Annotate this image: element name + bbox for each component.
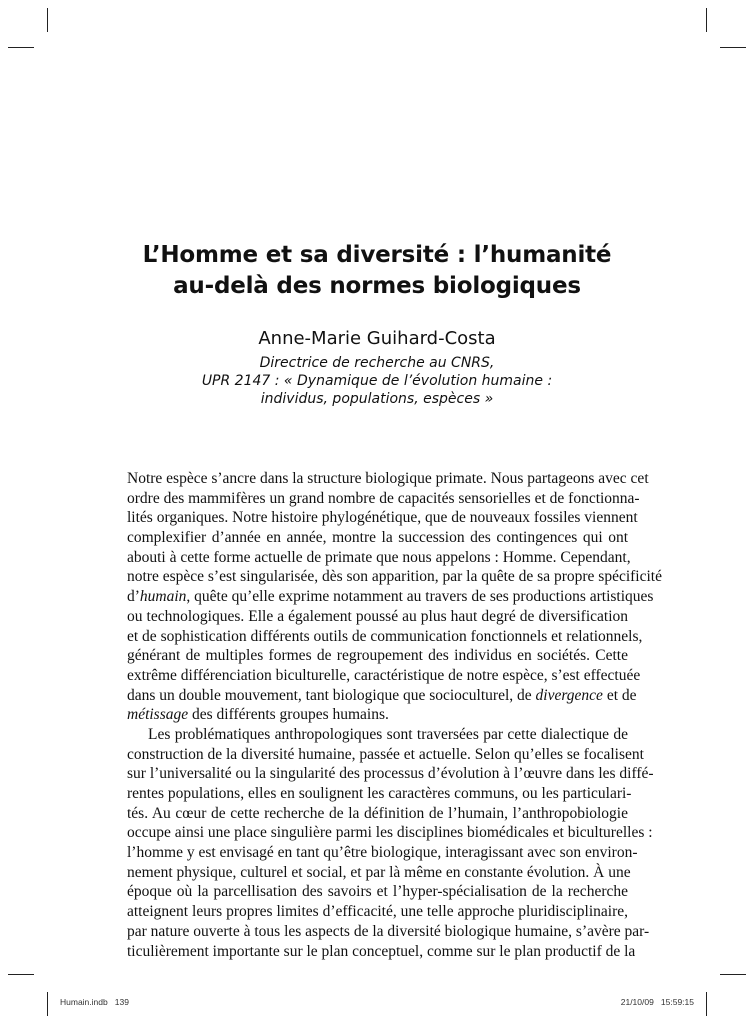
paragraph bbox=[127, 725, 654, 961]
crop-mark bbox=[8, 974, 34, 975]
text-run: d’ bbox=[127, 588, 140, 606]
crop-mark bbox=[720, 47, 746, 48]
text-line: notre espèce s’est singularisée, dès son apparition, par la quête de sa propre spécificité bbox=[127, 568, 662, 586]
text-line: nement physique, culturel et social, et par là même en constante évolution. À une bbox=[127, 863, 631, 881]
text-line: l’homme y est envisagé en tant qu’être biologique, interagissant avec son environ- bbox=[127, 844, 638, 862]
crop-mark bbox=[706, 8, 707, 32]
crop-mark bbox=[47, 992, 48, 1016]
chapter-title-line: L’Homme et sa diversité : l’humanité bbox=[142, 242, 612, 268]
print-slug-timestamp: 21/10/09 15:59:15 bbox=[620, 997, 694, 1007]
text-line: ticulièrement importante sur le plan conceptuel, comme sur le plan productif de la bbox=[127, 942, 636, 960]
text-line: abouti à cette forme actuelle de primate que nous appelons : Homme. Cependant, bbox=[127, 548, 631, 566]
affiliation-line: individus, populations, espèces » bbox=[260, 391, 494, 407]
emphasis: divergence bbox=[535, 686, 603, 704]
crop-mark bbox=[47, 8, 48, 32]
affiliation-line: Directrice de recherche au CNRS, bbox=[259, 355, 495, 371]
text-run: dans un double mouvement, tant biologique que socioculturel, de bbox=[127, 686, 536, 704]
text-line: époque où la parcellisation des savoirs et l’hyper-spécialisation de la recherche bbox=[127, 883, 628, 901]
text-line: Les problématiques anthropologiques sont traversées par cette dialectique de bbox=[148, 725, 628, 743]
text-line: rentes populations, elles en soulignent les caractères communs, ou les particulari- bbox=[127, 785, 632, 802]
text-line: ou technologiques. Elle a également poussé au plus haut degré de diversification bbox=[127, 607, 628, 625]
text-line: tés. Au cœur de cette recherche de la définition de l’humain, l’anthropobiologie bbox=[127, 804, 628, 822]
text-line: occupe ainsi une place singulière parmi les disciplines biomédicales et biculturelles : bbox=[127, 824, 653, 842]
body-text bbox=[127, 469, 662, 961]
text-line: complexifier d’année en année, montre la succession des contingences qui ont bbox=[127, 529, 628, 547]
crop-mark bbox=[706, 992, 707, 1016]
text-run: et de bbox=[602, 686, 637, 704]
text-line: atteignent leurs propres limites d’efficacité, une telle approche pluridisciplinaire, bbox=[127, 903, 628, 921]
text-line: et de sophistication différents outils de communication fonctionnels et relationnels, bbox=[127, 627, 643, 645]
text-line: extrême différenciation biculturelle, caractéristique de notre espèce, s’est effectuée bbox=[127, 666, 641, 684]
paragraph bbox=[127, 469, 662, 725]
emphasis: humain bbox=[139, 588, 187, 606]
chapter-title-line: au-delà des normes biologiques bbox=[173, 273, 581, 299]
crop-mark bbox=[720, 974, 746, 975]
text-line: construction de la diversité humaine, passée et actuelle. Selon qu’elles se focalisent bbox=[127, 745, 644, 763]
affiliation-line: UPR 2147 : « Dynamique de l’évolution humaine : bbox=[201, 373, 553, 389]
text-line bbox=[127, 587, 654, 607]
author-name: Anne-Marie Guihard-Costa bbox=[258, 328, 496, 349]
text-line: par nature ouverte à tous les aspects de la diversité biologique humaine, s’avère par- bbox=[127, 922, 650, 940]
chapter-title bbox=[0, 240, 754, 302]
text-line: Notre espèce s’ancre dans la structure biologique primate. Nous partageons avec cet bbox=[127, 470, 649, 487]
emphasis: métissage bbox=[127, 706, 189, 724]
text-line: ordre des mammifères un grand nombre de capacités sensorielles et de fonctionna- bbox=[127, 489, 640, 507]
text-run: des différents groupes humains. bbox=[188, 706, 389, 724]
text-run: , quête qu’elle exprime notamment au travers de ses productions artistiques bbox=[186, 588, 654, 606]
text-line: sur l’universalité ou la singularité des processus d’évolution à l’œuvre dans les diffé- bbox=[127, 765, 654, 783]
author-affiliation bbox=[0, 354, 754, 408]
crop-mark bbox=[8, 47, 34, 48]
text-line bbox=[127, 705, 628, 725]
text-line bbox=[127, 686, 637, 706]
text-line: lités organiques. Notre histoire phylogénétique, que de nouveaux fossiles viennent bbox=[127, 509, 638, 527]
print-slug-file: Humain.indb 139 bbox=[60, 997, 129, 1007]
text-line: générant de multiples formes de regroupement des individus en sociétés. Cette bbox=[127, 647, 628, 665]
